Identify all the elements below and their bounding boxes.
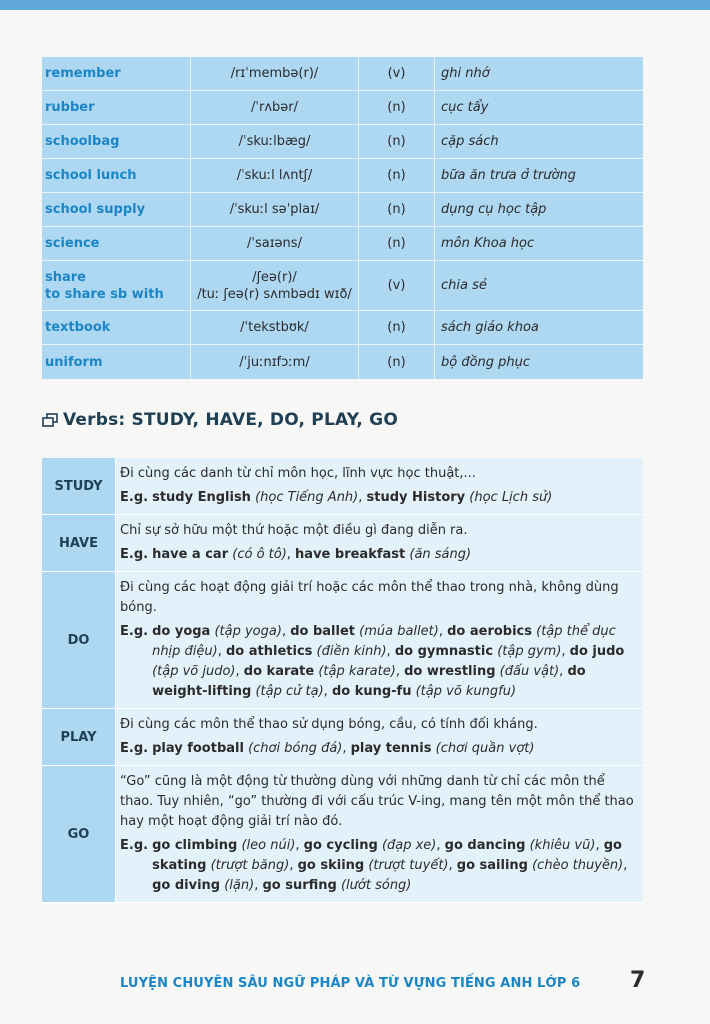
vocab-meaning-cell (435, 261, 643, 310)
vocab-meaning: sách giáo khoa (441, 320, 539, 335)
vocab-pos-cell (359, 57, 435, 90)
example-gloss: (ăn sáng) (409, 547, 472, 562)
vocab-ipa: /ˈjuːnɪfɔːm/ (239, 354, 310, 370)
vocab-word-cell (42, 261, 191, 310)
example-gloss: (tập cử tạ) (255, 684, 324, 699)
example-phrase: go skating (152, 838, 622, 873)
example-phrase: have breakfast (295, 547, 406, 562)
example-gloss: (tập yoga) (214, 624, 282, 639)
example-phrase: study English (152, 490, 251, 505)
vocab-ipa-cell (191, 261, 359, 310)
vocab-pos-cell (359, 125, 435, 158)
vocab-pos-cell (359, 193, 435, 226)
section-heading-text: Verbs: STUDY, HAVE, DO, PLAY, GO (63, 410, 398, 430)
vocab-ipa: /ˈskuːl lʌntʃ/ (236, 168, 313, 183)
example-phrase: do karate (243, 664, 315, 679)
example-gloss: (lướt sóng) (340, 878, 412, 893)
vocab-meaning-cell (435, 125, 643, 158)
vocab-meaning: ghi nhớ (441, 66, 490, 81)
example-gloss: (khiêu vũ) (529, 838, 596, 853)
example-gloss: (chèo thuyền) (532, 858, 624, 873)
example-phrase: go dancing (444, 838, 526, 853)
example-gloss: (tập võ judo) (152, 664, 236, 679)
example-phrase: do judo (569, 644, 625, 659)
example-gloss: (trượt tuyết) (368, 858, 449, 873)
vocabulary-table (42, 57, 643, 379)
vocab-meaning-cell (435, 193, 643, 226)
vocab-pos-cell (359, 261, 435, 310)
example-phrase: do gymnastic (394, 644, 494, 659)
top-color-band (0, 0, 710, 10)
verbs-table (42, 458, 643, 903)
example-phrase: do aerobics (447, 624, 532, 639)
vocab-pos: (v) (387, 278, 406, 293)
vocab-meaning-cell (435, 57, 643, 90)
vocab-row (42, 57, 643, 91)
vocab-pos-cell (359, 91, 435, 124)
vocab-word-cell (42, 311, 191, 344)
vocab-meaning: bộ đồng phục (441, 354, 531, 370)
vocab-ipa: /ˈskuːl səˈplaɪ/ (229, 202, 320, 217)
vocab-word: remember (45, 66, 121, 81)
vocab-word-cell (42, 125, 191, 158)
example-gloss: (trượt băng) (210, 858, 290, 873)
example-list: do yoga (tập yoga), do ballet (múa ballet), do aerobics (tập thể dục nhịp điệu), do athletics (điền kinh), do gymnastic (tập gym), do judo (tập võ judo), do karate (tập karate), do wrestling (đấu vật), do weight-lifting (tập cử tạ), do kung-fu (tập võ kungfu) (152, 624, 625, 699)
example-phrase: study History (366, 490, 466, 505)
example-label: E.g. (120, 624, 149, 639)
footer-title: LUYỆN CHUYÊN SÂU NGỮ PHÁP VÀ TỪ VỰNG TIẾNG ANH LỚP 6 (120, 976, 581, 991)
example-gloss: (đạp xe) (381, 838, 437, 853)
example-gloss: (có ô tô) (232, 547, 287, 562)
vocab-ipa: /ˈskuːlbæg/ (238, 134, 311, 149)
vocab-ipa-cell (191, 125, 359, 158)
example-phrase: go climbing (152, 838, 238, 853)
verb-label: DO (42, 572, 116, 708)
vocab-word: uniform (45, 354, 103, 370)
verb-description: Đi cùng các danh từ chỉ môn học, lĩnh vực học thuật,... (120, 466, 476, 481)
vocab-word: school lunch (45, 168, 137, 183)
vocab-word-cell (42, 91, 191, 124)
vocab-ipa-cell (191, 57, 359, 90)
verb-row (42, 766, 643, 903)
vocab-meaning: cục tẩy (441, 100, 489, 115)
section-heading (42, 410, 398, 430)
vocab-pos-cell (359, 345, 435, 379)
vocab-pos: (n) (387, 202, 406, 217)
vocab-meaning: dụng cụ học tập (441, 202, 547, 217)
vocab-pos-cell (359, 227, 435, 260)
example-phrase: have a car (152, 547, 229, 562)
example-gloss: (tập gym) (497, 644, 562, 659)
vocab-row (42, 345, 643, 379)
vocab-word: share (45, 269, 86, 285)
example-gloss: (múa ballet) (359, 624, 439, 639)
verb-examples (120, 836, 637, 896)
vocab-ipa-cell (191, 159, 359, 192)
verb-body (116, 572, 643, 708)
vocab-meaning-cell (435, 91, 643, 124)
vocab-ipa: /rɪˈmembə(r)/ (230, 66, 319, 81)
example-label: E.g. (120, 490, 149, 505)
example-phrase: go surfing (262, 878, 337, 893)
vocab-word: school supply (45, 202, 146, 217)
example-label: E.g. (120, 838, 149, 853)
example-label: E.g. (120, 547, 149, 562)
vocab-meaning-cell (435, 345, 643, 379)
vocab-ipa: /tuː ʃeə(r) sʌmbədɪ wɪð/ (197, 286, 352, 302)
verb-row (42, 515, 643, 572)
example-gloss: (học Tiếng Anh) (255, 490, 359, 505)
verb-body (116, 515, 643, 571)
vocab-pos: (n) (387, 354, 406, 370)
vocab-row (42, 91, 643, 125)
example-gloss: (đấu vật) (499, 664, 560, 679)
vocab-ipa-cell (191, 227, 359, 260)
verb-label: GO (42, 766, 116, 902)
verb-label: HAVE (42, 515, 116, 571)
example-list: go climbing (leo núi), go cycling (đạp xe), go dancing (khiêu vũ), go skating (trượt băng), go skiing (trượt tuyết), go sailing (chèo thuyền), go diving (lặn), go surfing (lướt sóng) (152, 838, 628, 893)
example-gloss: (leo núi) (241, 838, 296, 853)
example-list: have a car (có ô tô), have breakfast (ăn sáng) (152, 547, 472, 562)
example-list: play football (chơi bóng đá), play tennis (chơi quần vợt) (152, 741, 535, 756)
example-gloss: (tập karate) (318, 664, 396, 679)
vocab-ipa-cell (191, 311, 359, 344)
vocab-word: science (45, 236, 100, 251)
vocab-pos-cell (359, 311, 435, 344)
vocab-ipa: /ˈtekstbʊk/ (240, 320, 309, 335)
example-phrase: play tennis (350, 741, 432, 756)
example-gloss: (chơi bóng đá) (248, 741, 343, 756)
example-phrase: go diving (152, 878, 221, 893)
example-phrase: do wrestling (404, 664, 496, 679)
vocab-meaning: bữa ăn trưa ở trường (441, 168, 576, 183)
verb-row (42, 572, 643, 709)
verb-body (116, 766, 643, 902)
example-list: study English (học Tiếng Anh), study History (học Lịch sử) (152, 490, 553, 505)
example-label: E.g. (120, 741, 149, 756)
vocab-row (42, 125, 643, 159)
vocab-pos: (n) (387, 100, 406, 115)
vocab-ipa-cell (191, 91, 359, 124)
vocab-word-cell (42, 57, 191, 90)
vocab-ipa-cell (191, 193, 359, 226)
vocab-row (42, 311, 643, 345)
vocab-word: textbook (45, 320, 111, 335)
verb-description: “Go” cũng là một động từ thường dùng với những danh từ chỉ các môn thể thao. Tuy nhiên, “go” thường đi với cấu trúc V-ing, mang tên một môn thể thao hay một hoạt động giải trí nào đó. (120, 774, 634, 829)
vocab-pos: (n) (387, 134, 406, 149)
verb-examples (120, 739, 637, 759)
vocab-word: to share sb with (45, 286, 164, 302)
example-gloss: (học Lịch sử) (469, 490, 553, 505)
verb-row (42, 458, 643, 515)
example-phrase: do weight-lifting (152, 664, 586, 699)
vocab-word-cell (42, 227, 191, 260)
window-icon (42, 413, 58, 427)
example-gloss: (chơi quần vợt) (435, 741, 535, 756)
verb-row (42, 709, 643, 766)
example-phrase: do yoga (152, 624, 211, 639)
vocab-pos: (n) (387, 320, 406, 335)
example-phrase: do athletics (226, 644, 313, 659)
vocab-meaning-cell (435, 159, 643, 192)
vocab-ipa: /ʃeə(r)/ (252, 269, 297, 285)
verb-description: Đi cùng các hoạt động giải trí hoặc các môn thể thao trong nhà, không dùng bóng. (120, 580, 619, 615)
vocab-meaning: môn Khoa học (441, 236, 535, 251)
example-phrase: go skiing (297, 858, 365, 873)
vocab-meaning-cell (435, 227, 643, 260)
example-phrase: do ballet (290, 624, 355, 639)
page-number: 7 (630, 968, 646, 993)
vocab-pos-cell (359, 159, 435, 192)
vocab-pos: (v) (387, 66, 406, 81)
verb-label: STUDY (42, 458, 116, 514)
vocab-meaning-cell (435, 311, 643, 344)
vocab-row (42, 261, 643, 311)
example-gloss: (lặn) (224, 878, 255, 893)
verb-description: Chỉ sự sở hữu một thứ hoặc một điều gì đang diễn ra. (120, 523, 468, 538)
vocab-ipa-cell (191, 345, 359, 379)
vocab-row (42, 193, 643, 227)
vocab-ipa: /ˈrʌbər/ (251, 100, 298, 115)
verb-examples (120, 622, 637, 702)
verb-examples (120, 488, 637, 508)
vocab-word-cell (42, 193, 191, 226)
vocab-word: rubber (45, 100, 95, 115)
verb-label: PLAY (42, 709, 116, 765)
example-gloss: (tập thể dục nhịp điệu) (152, 624, 616, 659)
example-phrase: do kung-fu (331, 684, 412, 699)
example-gloss: (tập võ kungfu) (415, 684, 517, 699)
example-phrase: go cycling (303, 838, 378, 853)
vocab-word-cell (42, 159, 191, 192)
example-phrase: play football (152, 741, 244, 756)
verb-body (116, 709, 643, 765)
vocab-row (42, 159, 643, 193)
verb-description: Đi cùng các môn thể thao sử dụng bóng, cầu, có tính đối kháng. (120, 717, 538, 732)
vocab-pos: (n) (387, 236, 406, 251)
vocab-ipa: /ˈsaɪəns/ (247, 236, 302, 251)
example-phrase: go sailing (456, 858, 528, 873)
vocab-meaning: cặp sách (441, 134, 499, 149)
example-gloss: (điền kinh) (316, 644, 387, 659)
vocab-meaning: chia sẻ (441, 278, 487, 293)
verb-body (116, 458, 643, 514)
vocab-word: schoolbag (45, 134, 120, 149)
vocab-pos: (n) (387, 168, 406, 183)
vocab-word-cell (42, 345, 191, 379)
vocab-row (42, 227, 643, 261)
verb-examples (120, 545, 637, 565)
